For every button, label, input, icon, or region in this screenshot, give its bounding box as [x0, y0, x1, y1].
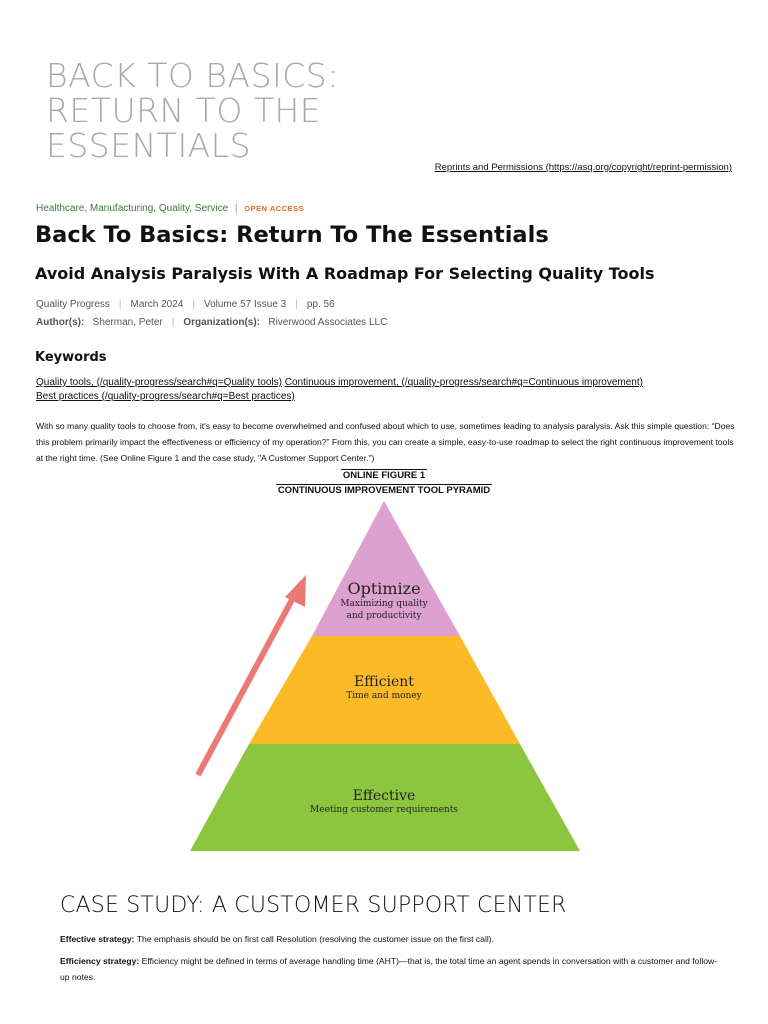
publication-name: Quality Progress: [36, 299, 110, 310]
figure-caption-number: ONLINE FIGURE 1: [342, 470, 426, 481]
category-separator: |: [234, 203, 238, 214]
keyword-link-quality-tools[interactable]: Quality tools, (/quality-progress/search#q=Quality tools): [36, 377, 282, 388]
organization-label: Organization(s):: [183, 317, 260, 328]
publication-volume: Volume 57 Issue 3: [203, 299, 287, 310]
publication-meta: Quality Progress | March 2024 | Volume 57 Issue 3 | pp. 56: [36, 299, 335, 310]
pyramid-level-efficient: [249, 636, 520, 744]
level-title-optimize: Optimize: [347, 579, 421, 598]
author-name[interactable]: Sherman, Peter: [92, 317, 163, 328]
case-study-effective: Effective strategy: The emphasis should be on first call Resolution (resolving the customer issue on the first call).: [60, 934, 495, 944]
level-desc-optimize-2: and productivity: [346, 611, 422, 621]
keyword-link-best-practices[interactable]: Best practices (/quality-progress/search#q=Best practices): [36, 391, 295, 402]
header-line-1: BACK TO BASICS:: [46, 56, 339, 95]
header-line-3: ESSENTIALS: [46, 126, 252, 165]
category-list[interactable]: Healthcare, Manufacturing, Quality, Service: [36, 203, 229, 214]
level-desc-effective: Meeting customer requirements: [310, 805, 458, 815]
publication-date: March 2024: [130, 299, 184, 310]
article-subtitle: Avoid Analysis Paralysis With A Roadmap For Selecting Quality Tools: [35, 264, 655, 283]
header-line-2: RETURN TO THE: [46, 91, 322, 130]
figure-caption-title: CONTINUOUS IMPROVEMENT TOOL PYRAMID: [277, 485, 491, 496]
author-label: Author(s):: [36, 317, 85, 328]
keyword-link-continuous-improvement[interactable]: Continuous improvement, (/quality-progress/search#q=Continuous improvement): [284, 377, 643, 388]
intro-paragraph: With so many quality tools to choose from, it's easy to become overwhelmed and confused about which to use, sometimes leading to analysis paralysis. Ask this simple question: “Does this problem primarily impact the effectiveness or efficiency of my operation?” From this, you can create a simple, easy-to-use roadmap to select the right continuous improvement tools at the right time. (See Online Figure 1 and the case study, "A Customer Support Center."): [36, 421, 735, 463]
reprints-permissions-link[interactable]: Reprints and Permissions (https://asq.org/copyright/reprint-permission): [434, 162, 732, 173]
publication-pages: pp. 56: [306, 299, 335, 310]
case-study-efficiency: Efficiency strategy: Efficiency might be defined in terms of average handling time (AHT)—that is, the total time an agent spends in conversation with a customer and follow-up notes.: [60, 956, 718, 982]
open-access-badge: OPEN ACCESS: [244, 204, 305, 213]
author-meta: Author(s): Sherman, Peter | Organization(s): Riverwood Associates LLC: [36, 317, 388, 328]
article-title: Back To Basics: Return To The Essentials: [35, 222, 549, 248]
level-desc-optimize-1: Maximizing quality: [340, 599, 428, 609]
keywords-heading: Keywords: [35, 350, 107, 365]
case-study-heading: CASE STUDY: A CUSTOMER SUPPORT CENTER: [60, 893, 567, 918]
level-desc-efficient: Time and money: [346, 691, 422, 701]
level-title-efficient: Efficient: [354, 674, 414, 690]
organization-name: Riverwood Associates LLC: [268, 317, 388, 328]
level-title-effective: Effective: [352, 788, 416, 804]
